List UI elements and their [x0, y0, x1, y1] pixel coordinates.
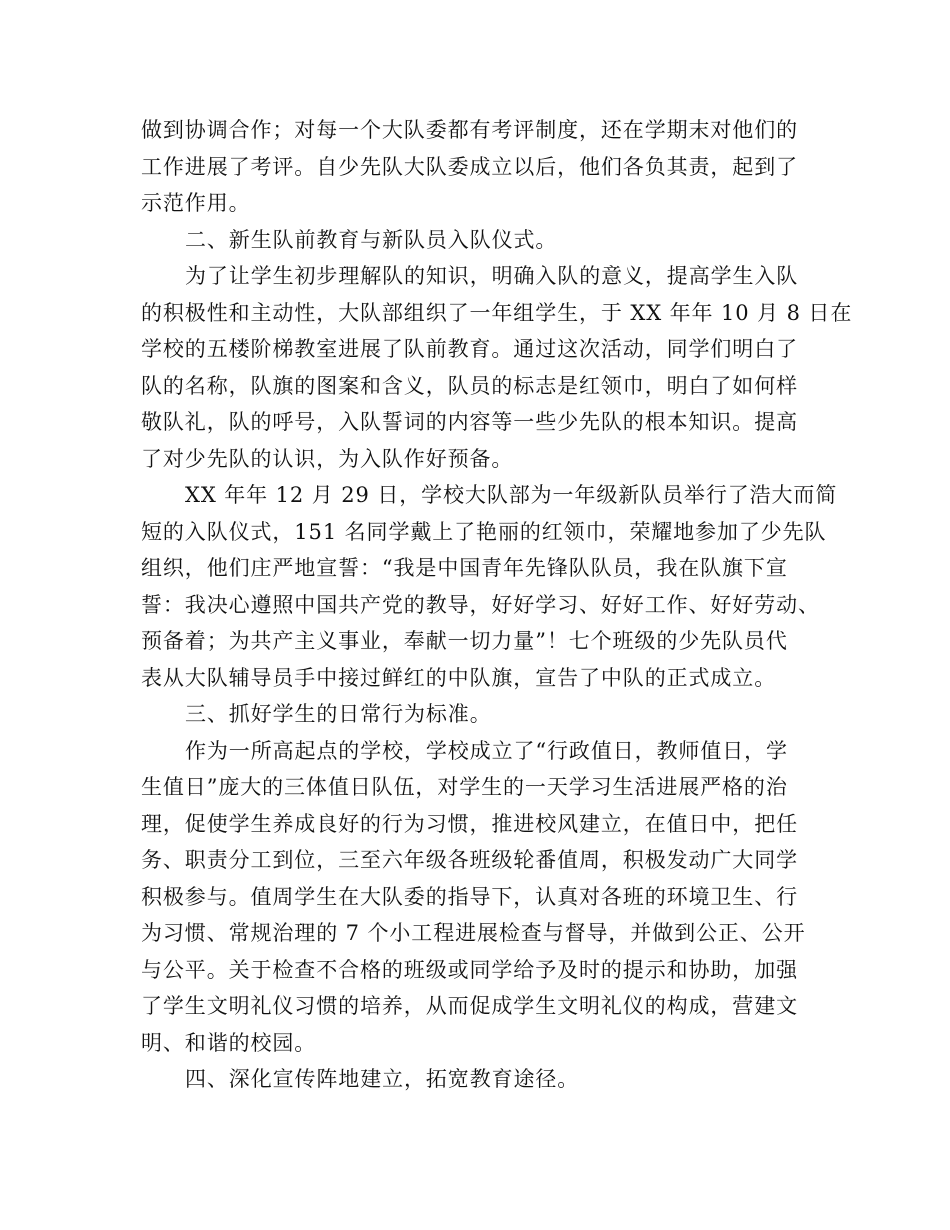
text-line: 组织，他们庄严地宣誓：“我是中国青年先锋队队员，我在队旗下宣: [141, 556, 788, 580]
text-line: 表从大队辅导员手中接过鲜红的中队旗，宣告了中队的正式成立。: [141, 665, 777, 690]
text-line: 预备着；为共产主义事业，奉献一切力量”！七个班级的少先队员代: [141, 629, 788, 653]
document-page: [141, 112, 853, 1098]
text-line: 了学生文明礼仪习惯的培养，从而促成学生文明礼仪的构成，营建文: [141, 994, 798, 1018]
section-heading: 四、深化宣传阵地建立，拓宽教育途径。: [185, 1067, 580, 1091]
text-line: 做到协调合作；对每一个大队委都有考评制度，还在学期末对他们的: [141, 118, 798, 142]
text-line: 生值日”庞大的三体值日队伍，对学生的一天学习生活进展严格的治: [141, 775, 788, 799]
text-line: 队的名称，队旗的图案和含义，队员的标志是红领巾，明白了如何样: [141, 373, 798, 398]
text-line: 的积极性和主动性，大队部组织了一年组学生，于 XX 年年 10 月 8 日在: [141, 300, 853, 325]
text-line: 示范作用。: [141, 191, 251, 215]
text-line: 明、和谐的校园。: [141, 1030, 317, 1055]
text-line: 积极参与。值周学生在大队委的指导下，认真对各班的环境卫生、行: [141, 884, 798, 909]
text-line: 理，促使学生养成良好的行为习惯，推进校风建立，在值日中，把任: [141, 811, 798, 836]
text-line: 短的入队仪式，151 名同学戴上了艳丽的红领巾，荣耀地参加了少先队: [141, 519, 827, 544]
text-line: 誓：我决心遵照中国共产党的教导，好好学习、好好工作、好好劳动、: [141, 592, 820, 617]
section-heading: 二、新生队前教育与新队员入队仪式。: [185, 227, 558, 252]
text-line: 务、职责分工到位，三至六年级各班级轮番值周，积极发动广大同学: [141, 848, 798, 872]
text-line: 与公平。关于检查不合格的班级或同学给予及时的提示和协助，加强: [141, 957, 798, 982]
text-line: 学校的五楼阶梯教室进展了队前教育。通过这次活动，同学们明白了: [141, 337, 798, 361]
paragraph-first-line: 作为一所高起点的学校，学校成立了“行政值日，教师值日，学: [185, 738, 788, 763]
text-line: 敬队礼，队的呼号，入队誓词的内容等一些少先队的根本知识。提高: [141, 410, 798, 434]
text-line: 了对少先队的认识，为入队作好预备。: [141, 446, 514, 471]
paragraph-first-line: XX 年年 12 月 29 日，学校大队部为一年级新队员举行了浩大而简: [185, 483, 838, 507]
paragraph-first-line: 为了让学生初步理解队的知识，明确入队的意义，提高学生入队: [185, 264, 799, 288]
text-line: 工作进展了考评。自少先队大队委成立以后，他们各负其责，起到了: [141, 154, 798, 179]
section-heading: 三、抓好学生的日常行为标准。: [185, 702, 492, 726]
text-line: 为习惯、常规治理的 7 个小工程进展检查与督导，并做到公正、公开: [141, 921, 806, 945]
